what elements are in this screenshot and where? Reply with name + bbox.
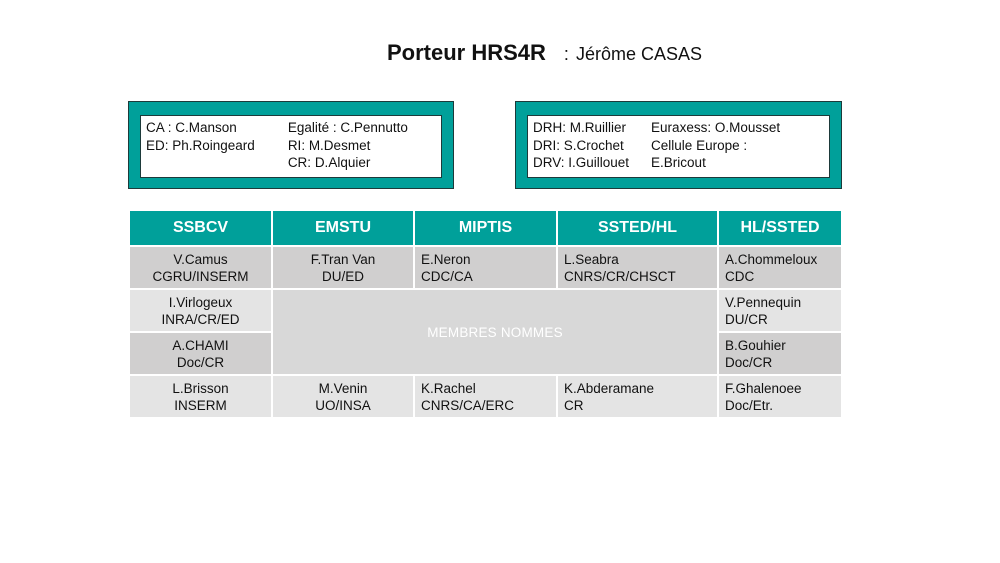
member-role: CNRS/CR/CHSCT: [564, 268, 676, 284]
services-entry: DRH: M.Ruillier: [533, 120, 627, 135]
services-col-1: [533, 119, 629, 174]
member-name: F.Ghalenoee: [725, 380, 802, 396]
member-name: A.Chommeloux: [725, 251, 818, 267]
members-table: [128, 209, 843, 419]
member-name: L.Brisson: [172, 380, 229, 396]
title-separator: :: [563, 44, 569, 64]
services-box: [515, 101, 842, 189]
member-cell: [129, 289, 272, 332]
governance-entry: RI: M.Desmet: [287, 137, 371, 153]
services-box-inner: [527, 115, 830, 178]
member-role: Doc/CR: [725, 354, 773, 370]
services-entry: DRV: I.Guillouet: [533, 155, 630, 170]
column-header-ssbcv: SSBCV: [129, 210, 272, 246]
member-name: K.Rachel: [421, 380, 476, 396]
member-role: CNRS/CA/ERC: [421, 397, 515, 413]
member-role: CGRU/INSERM: [152, 268, 249, 284]
member-role: DU/CR: [725, 311, 768, 327]
services-entry: Cellule Europe :: [651, 137, 748, 153]
governance-entry: CR: D.Alquier: [287, 155, 371, 170]
member-cell: [272, 246, 414, 289]
appointed-members-cell: MEMBRES NOMMES: [272, 289, 718, 375]
services-entry: DRI: S.Crochet: [533, 137, 624, 153]
column-header-ssted-hl: SSTED/HL: [557, 210, 718, 246]
member-cell: [129, 332, 272, 375]
member-role: INRA/CR/ED: [161, 311, 240, 327]
member-cell: [718, 289, 842, 332]
member-name: V.Camus: [173, 251, 228, 267]
governance-entry: Egalité : C.Pennutto: [287, 120, 408, 135]
governance-box: [128, 101, 454, 189]
member-cell: [557, 246, 718, 289]
services-entry: E.Bricout: [651, 155, 706, 170]
member-name: E.Neron: [421, 251, 471, 267]
member-name: A.CHAMI: [172, 337, 229, 353]
member-role: Doc/Etr.: [725, 397, 774, 413]
governance-col-2: [288, 119, 408, 174]
table-row: [129, 375, 842, 418]
services-col-2: [651, 119, 780, 174]
member-cell: [414, 375, 557, 418]
member-name: B.Gouhier: [725, 337, 786, 353]
column-header-miptis: MIPTIS: [414, 210, 557, 246]
governance-box-inner: [140, 115, 442, 178]
page-title: [387, 40, 702, 70]
member-name: M.Venin: [318, 380, 368, 396]
member-role: DU/ED: [321, 268, 364, 284]
table-header-row: [129, 210, 842, 246]
column-header-emstu: EMSTU: [272, 210, 414, 246]
member-cell: [718, 246, 842, 289]
member-cell: [272, 375, 414, 418]
governance-entry: ED: Ph.Roingeard: [146, 137, 255, 153]
member-cell: [129, 375, 272, 418]
title-main: Porteur HRS4R: [387, 40, 546, 65]
member-role: CR: [564, 397, 584, 413]
column-header-hl-ssted: HL/SSTED: [718, 210, 842, 246]
member-cell: [718, 375, 842, 418]
member-role: CDC: [725, 268, 755, 284]
governance-col-1: [146, 119, 255, 174]
services-entry: Euraxess: O.Mousset: [651, 120, 781, 135]
member-cell: [129, 246, 272, 289]
member-role: Doc/CR: [176, 354, 225, 370]
member-role: UO/INSA: [315, 397, 371, 413]
title-person: Jérôme CASAS: [575, 44, 702, 64]
member-cell: [414, 246, 557, 289]
member-name: V.Pennequin: [725, 294, 802, 310]
member-cell: [718, 332, 842, 375]
table-row: [129, 246, 842, 289]
member-cell: [557, 375, 718, 418]
member-name: I.Virlogeux: [168, 294, 233, 310]
governance-entry: CA : C.Manson: [146, 120, 237, 135]
table-row: [129, 289, 842, 332]
member-name: F.Tran Van: [310, 251, 376, 267]
member-role: CDC/CA: [421, 268, 473, 284]
member-name: L.Seabra: [564, 251, 619, 267]
member-role: INSERM: [174, 397, 227, 413]
member-name: K.Abderamane: [564, 380, 655, 396]
